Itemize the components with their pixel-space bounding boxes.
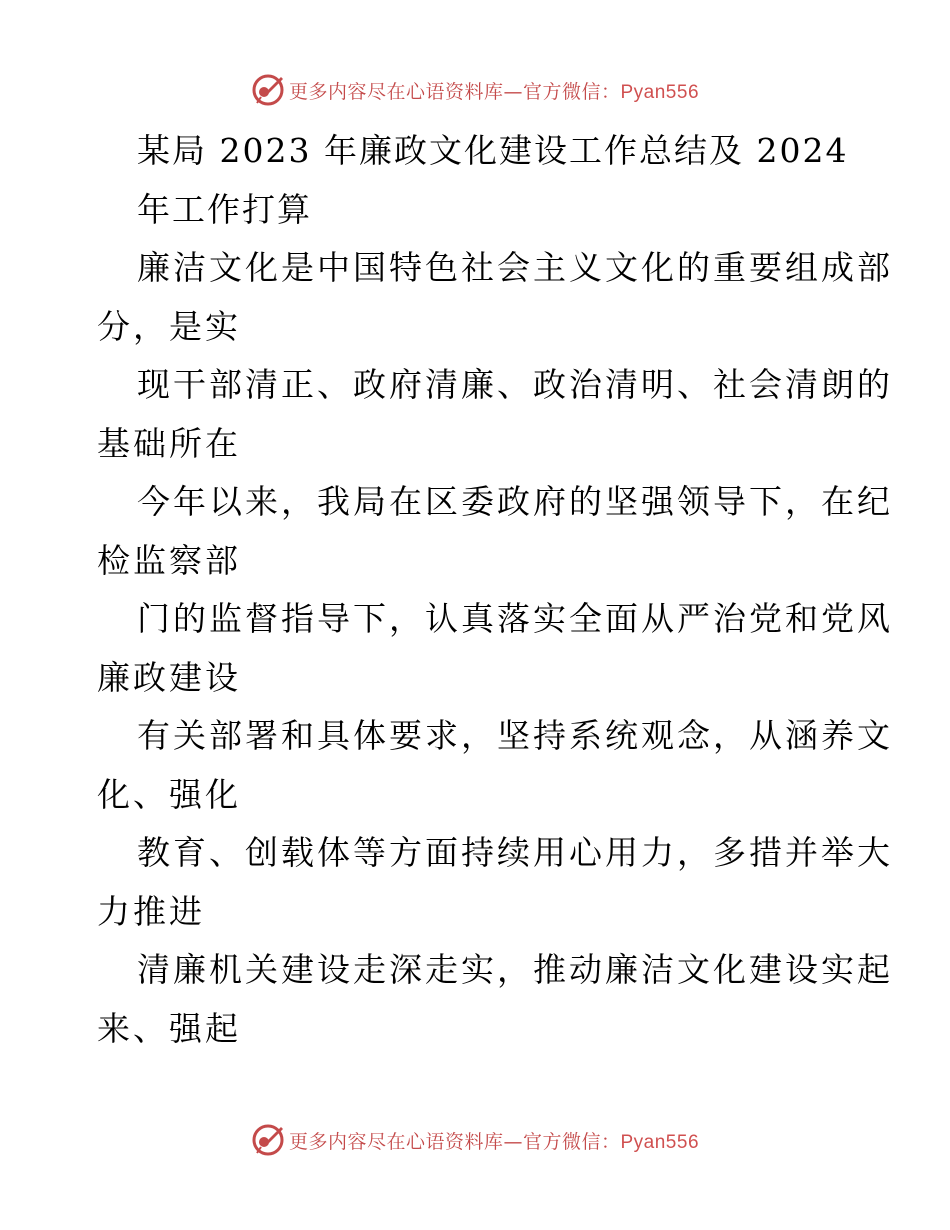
paragraph-line: 检监察部 [97,540,241,580]
pen-logo-icon [251,73,285,107]
paragraph-line: 教育、创载体等方面持续用心用力，多措并举大 [137,833,893,872]
paragraph-line: 来、强起 [97,1008,241,1048]
paragraph-line: 化、强化 [97,774,241,814]
paragraph-line: 廉政建设 [97,657,241,697]
paragraph-line: 分，是实 [97,306,241,346]
header-text: 更多内容尽在心语资料库—官方微信：Pyan556 [288,80,700,103]
paragraph-line: 力推进 [97,891,205,931]
paragraph-line: 今年以来，我局在区委政府的坚强领导下，在纪 [137,482,893,521]
paragraph-line: 基础所在 [97,423,241,463]
document-title-line-1: 某局 2023 年廉政文化建设工作总结及 2024 [137,131,849,170]
header-banner [0,70,950,110]
footer-text: 更多内容尽在心语资料库—官方微信：Pyan556 [288,1130,700,1153]
document-body [97,122,893,1058]
document-title-line-2: 年工作打算 [137,189,312,229]
paragraph-line: 有关部署和具体要求，坚持系统观念，从涵养文 [137,716,893,755]
paragraph-line: 门的监督指导下，认真落实全面从严治党和党风 [137,599,893,638]
footer-banner [0,1120,950,1160]
pen-logo-icon [251,1123,285,1157]
paragraph-line: 现干部清正、政府清廉、政治清明、社会清朗的 [137,365,893,404]
paragraph-line: 清廉机关建设走深走实，推动廉洁文化建设实起 [137,950,893,989]
paragraph-line: 廉洁文化是中国特色社会主义文化的重要组成部 [137,248,893,287]
